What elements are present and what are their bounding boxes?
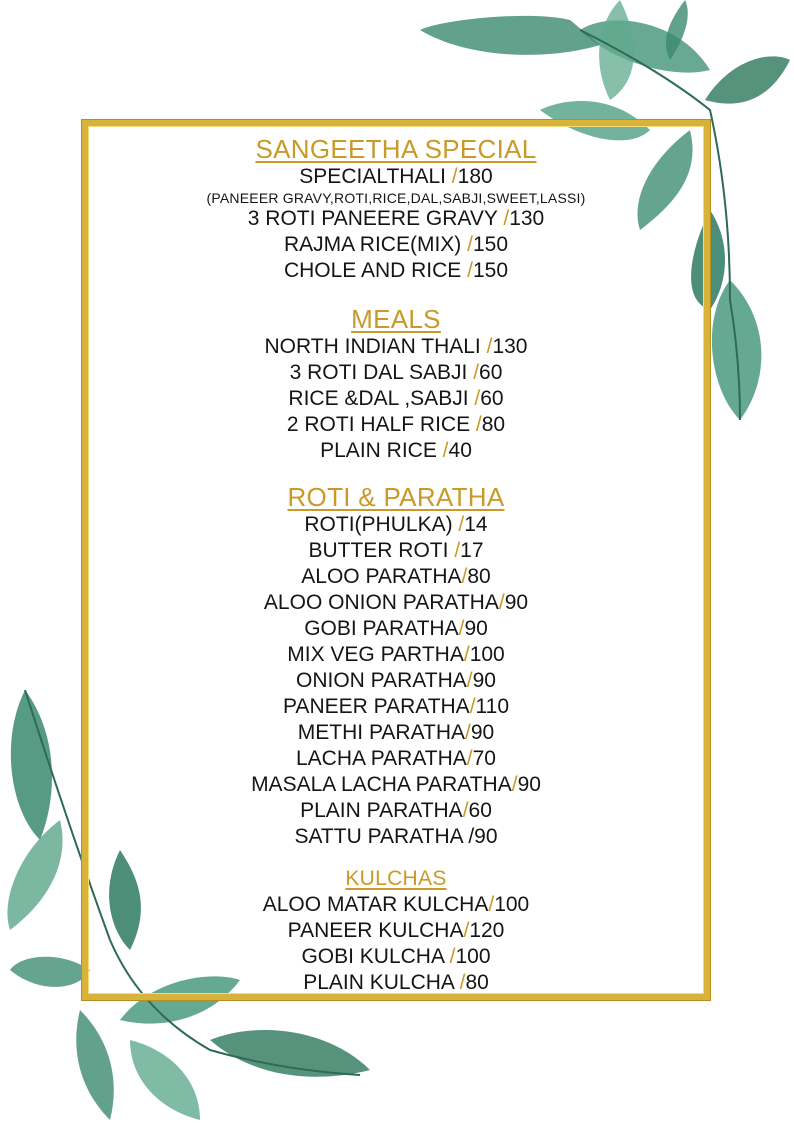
price-separator: / <box>488 893 495 916</box>
section-heading: KULCHAS <box>345 867 447 890</box>
price-separator: / <box>475 413 482 436</box>
item-name: RICE &DAL ,SABJI <box>288 387 475 410</box>
menu-item <box>88 538 704 564</box>
item-name: METHI PARATHA <box>297 721 466 744</box>
menu-item <box>88 590 704 616</box>
menu <box>88 134 704 996</box>
item-price: 150 <box>473 259 509 282</box>
item-name: SATTU PARATHA <box>294 825 469 848</box>
price-separator: / <box>451 165 458 188</box>
section-meals <box>88 304 704 464</box>
price-separator: / <box>458 513 465 536</box>
item-note: (PANEEER GRAVY,ROTI,RICE,DAL,SABJI,SWEET,LASSI) <box>206 190 586 206</box>
menu-item <box>88 512 704 538</box>
menu-item <box>88 206 704 232</box>
item-name: GOBI PARATHA <box>304 617 459 640</box>
menu-item <box>88 970 704 996</box>
item-price: 90 <box>474 825 498 848</box>
item-name: ALOO PARATHA <box>301 565 462 588</box>
price-separator: / <box>463 643 470 666</box>
item-price: 60 <box>480 387 504 410</box>
price-separator: / <box>442 439 449 462</box>
item-price: 17 <box>460 539 484 562</box>
item-name: ALOO MATAR KULCHA <box>262 893 489 916</box>
price-separator: / <box>459 971 466 994</box>
section-sangeetha-special <box>88 134 704 284</box>
item-price: 90 <box>464 617 488 640</box>
item-name: BUTTER ROTI <box>308 539 455 562</box>
price-separator: / <box>498 591 505 614</box>
price-separator: / <box>454 539 461 562</box>
menu-item <box>88 892 704 918</box>
price-separator: / <box>465 721 471 744</box>
price-separator: / <box>449 945 456 968</box>
item-name: PLAIN PARATHA <box>300 799 463 822</box>
item-price: 60 <box>479 361 503 384</box>
item-price: 14 <box>464 513 488 536</box>
item-price: 80 <box>465 971 489 994</box>
price-separator: / <box>466 747 473 770</box>
item-name: ALOO ONION PARATHA <box>263 591 499 614</box>
menu-item <box>88 438 704 464</box>
menu-item <box>88 772 704 798</box>
menu-item <box>88 360 704 386</box>
price-separator: / <box>467 233 473 256</box>
item-price: 80 <box>467 565 491 588</box>
section-heading: SANGEETHA SPECIAL <box>255 134 537 164</box>
menu-item <box>88 668 704 694</box>
price-separator: / <box>503 207 510 230</box>
item-price: 130 <box>492 335 528 358</box>
item-name: SPECIALTHALI <box>299 165 452 188</box>
item-name: 3 ROTI PANEERE GRAVY <box>247 207 504 230</box>
price-separator: / <box>463 919 470 942</box>
menu-item <box>88 258 704 284</box>
item-price: 90 <box>504 591 529 614</box>
price-separator: / <box>462 799 469 822</box>
menu-item <box>88 386 704 412</box>
item-name: ROTI(PHULKA) <box>304 513 459 536</box>
item-name: 3 ROTI DAL SABJI <box>289 361 474 384</box>
price-separator: / <box>466 669 473 692</box>
price-separator: / <box>467 259 473 282</box>
price-separator: / <box>458 617 465 640</box>
menu-item <box>88 694 704 720</box>
section-kulchas <box>88 866 704 996</box>
menu-item <box>88 720 704 746</box>
item-name: GOBI KULCHA <box>301 945 450 968</box>
item-price: 100 <box>469 643 505 666</box>
price-separator: / <box>511 773 518 796</box>
item-name: MASALA LACHA PARATHA <box>251 773 512 796</box>
menu-item <box>88 642 704 668</box>
item-price: 70 <box>472 747 496 770</box>
section-roti-paratha <box>88 482 704 850</box>
item-price: 110 <box>475 695 510 718</box>
item-name: PLAIN RICE <box>320 439 443 462</box>
item-name: LACHA PARATHA <box>296 747 467 770</box>
item-name: PANEER KULCHA <box>287 919 464 942</box>
price-separator: / <box>473 361 480 384</box>
price-separator: / <box>468 825 475 848</box>
item-price: 90 <box>470 721 495 744</box>
menu-item <box>88 616 704 642</box>
price-separator: / <box>461 565 468 588</box>
section-heading: ROTI & PARATHA <box>287 482 505 512</box>
section-heading: MEALS <box>351 304 441 334</box>
menu-item <box>88 334 704 360</box>
item-name: MIX VEG PARTHA <box>287 643 464 666</box>
menu-item <box>88 564 704 590</box>
item-price: 150 <box>472 233 509 256</box>
item-price: 90 <box>517 773 541 796</box>
item-price: 180 <box>457 165 493 188</box>
item-price: 100 <box>455 945 491 968</box>
price-separator: / <box>469 695 476 718</box>
menu-item <box>88 944 704 970</box>
item-name: 2 ROTI HALF RICE <box>286 413 476 436</box>
item-price: 100 <box>494 893 530 916</box>
menu-item <box>88 918 704 944</box>
item-name: PANEER PARATHA <box>282 695 470 718</box>
price-separator: / <box>474 387 481 410</box>
menu-item <box>88 798 704 824</box>
price-separator: / <box>486 335 493 358</box>
menu-item <box>88 164 704 190</box>
item-name: NORTH INDIAN THALI <box>264 335 487 358</box>
item-price: 120 <box>469 919 505 942</box>
item-price: 80 <box>481 413 506 436</box>
menu-item <box>88 824 704 850</box>
item-name: CHOLE AND RICE <box>283 259 468 282</box>
item-price: 90 <box>472 669 496 692</box>
menu-item <box>88 232 704 258</box>
menu-item <box>88 746 704 772</box>
menu-item <box>88 412 704 438</box>
item-name: RAJMA RICE(MIX) <box>283 233 468 256</box>
item-name: PLAIN KULCHA <box>303 971 460 994</box>
item-price: 40 <box>448 439 472 462</box>
item-name: ONION PARATHA <box>296 669 467 692</box>
item-price: 60 <box>468 799 492 822</box>
item-price: 130 <box>509 207 545 230</box>
